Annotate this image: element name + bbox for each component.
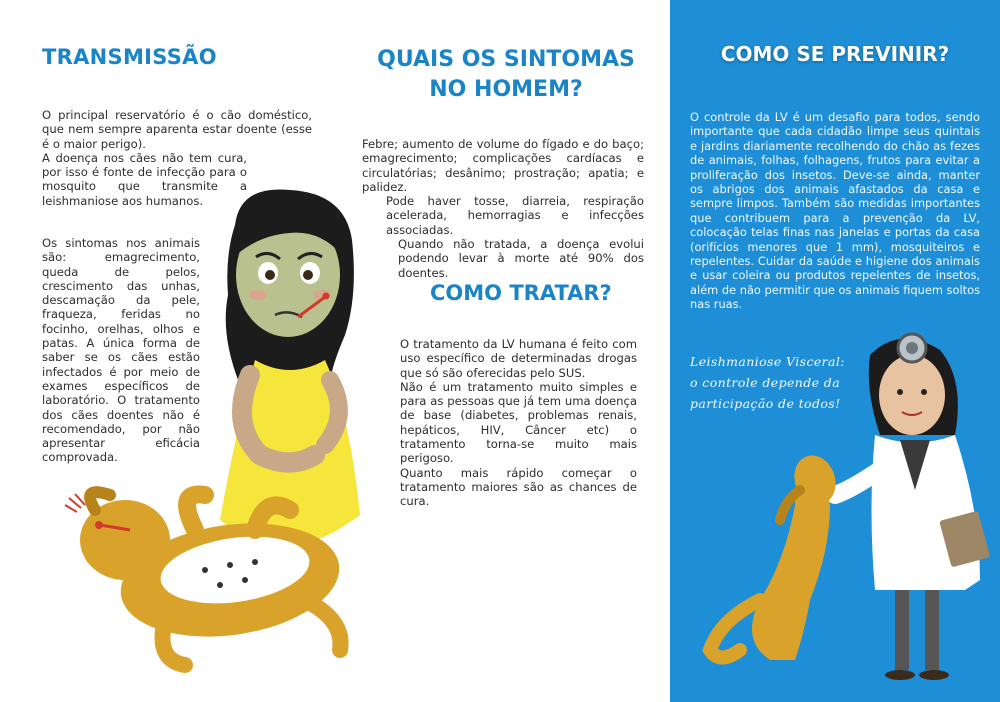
tratar-title: COMO TRATAR? [430,281,612,305]
prevenir-paragraph-1: O controle da LV é um desafio para todos, sendo importante que cada cidadão limpe seus quintais e jardins diariamente recolhendo do chão as fezes de animais, folhas, folhagens, frutos para evitar a proliferação dos insetos. Deve-se ainda, manter os abrigos dos animais afastados da casa e sempre limpos. Também são medidas importantes que contribuem para a prevenção da LV, colocação telas finas nas janelas e portas da casa (orifícios menores que 1 mm), mosquiteiros e repelentes. Cuidar da saúde e higiene dos animais e usar coleira ou produtos repelentes de insetos, além de não permitir que os animais fiquem soltos nas ruas. [690,110,980,312]
doctor-with-dog-illustration [700,330,990,690]
sintomas-title-line-1: QUAIS OS SINTOMAS [377,47,635,72]
prevenir-title: COMO SE PREVINIR? [720,42,950,66]
panel-prevenir [670,0,1000,702]
prevenir-slogan: Leishmaniose Visceral: o controle depende da participação de todos! [690,354,845,411]
transmissao-title: TRANSMISSÃO [42,45,217,69]
tratar-paragraph-1: O tratamento da LV humana é feito com uso específico de determinadas drogas que só são oferecidas pelo SUS. [400,337,637,380]
sintomas-paragraph-1: Febre; aumento de volume do fígado e do baço; emagrecimento; complicações cardíacas e circulatórias; desânimo; prostração; apatia; e palidez. [362,137,644,194]
sintomas-title [366,45,646,105]
sick-dog-illustration [55,470,355,680]
sintomas-title-line-2: NO HOMEM? [429,77,583,102]
tratar-paragraph-2: Não é um tratamento muito simples e para as pessoas que já tem uma doença de base (diabetes, problemas renais, hepáticos, HIV, Câncer etc) o tratamento torna-se muito mais perigoso. [400,379,637,466]
sintomas-paragraph-2: Pode haver tosse, diarreia, respiração acelerada, hemorragias e infecções associadas. [386,194,644,237]
tratar-paragraph-3: Quanto mais rápido começar o tratamento maiores são as chances de cura. [400,465,637,509]
transmissao-animal-symptoms [42,236,200,465]
sintomas-text [362,137,644,280]
sintomas-paragraph-3: Quando não tratada, a doença evolui podendo levar à morte até 90% dos doentes. [398,237,644,280]
transmissao-paragraph-2: A doença nos cães não tem cura, por isso é fonte de infecção para o mosquito que transmite a leishmaniose aos humanos. [42,150,247,208]
tratar-text [390,337,637,509]
transmissao-paragraph-3: Os sintomas nos animais são: emagrecimento, queda de pelos, crescimento das unhas, descamação da pele, fraqueza, feridas no focinho, orelhas, olhos e patas. A única forma de saber se os cães estão infectados é por meio de exames específicos de laboratório. O tratamento dos cães doentes não é recomendado, por não apresentar eficácia comprovada. [42,236,200,465]
prevenir-text [690,110,980,312]
transmissao-paragraph-1: O principal reservatório é o cão doméstico, que nem sempre aparenta estar doente (esse é o maior perigo). [42,108,312,151]
